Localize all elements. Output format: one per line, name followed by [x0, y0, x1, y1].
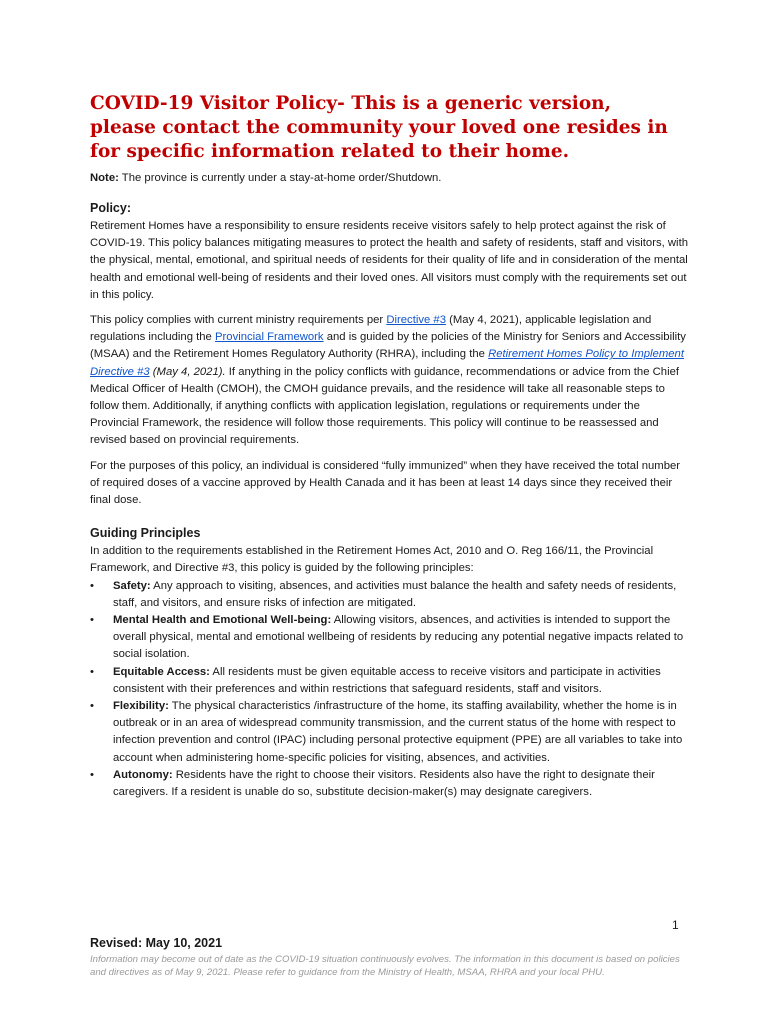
principle-text: Any approach to visiting, absences, and activities must balance the health and safety needs of residents, staff, and visitors, and ensure risks of infection are mitigated.	[113, 579, 677, 609]
policy-paragraph-2-text-1: This policy complies with current ministry requirements per	[90, 314, 387, 327]
revised-date: Revised: May 10, 2021	[90, 936, 223, 950]
bullet-icon: •	[90, 665, 94, 678]
note-text: The province is currently under a stay-at-home order/Shutdown.	[118, 172, 442, 184]
document-body	[90, 92, 690, 801]
policy-heading: Policy:	[90, 201, 131, 215]
list-item	[90, 578, 690, 612]
bullet-icon: •	[90, 614, 94, 627]
policy-paragraph-2-text-2: (May 4, 2021), applicable legislation and regulations including the	[90, 314, 652, 344]
bullet-icon: •	[90, 768, 94, 781]
provincial-framework-link[interactable]: Provincial Framework	[214, 331, 324, 344]
principle-text: Allowing visitors, absences, and activities is intended to support the overall physical, mental and emotional wellbeing of residents by reducing any potential negative impacts related to social isolation.	[113, 614, 684, 661]
note-label: Note:	[90, 172, 119, 184]
guiding-principles-intro: In addition to the requirements established in the Retirement Homes Act, 2010 and O. Reg 166/11, the Provincial Framework, and Directive #3, this policy is guided by the following principles:	[90, 545, 654, 575]
list-item	[90, 664, 690, 698]
policy-paragraph-3: For the purposes of this policy, an individual is considered “fully immunized” when they have received the total number of required doses of a vaccine approved by Health Canada and it has been at least 14 days since they received their final dose.	[90, 459, 681, 507]
principle-label: Safety:	[113, 579, 151, 592]
document-title: COVID-19 Visitor Policy- This is a generic version, please contact the community your loved one resides in for specific information related to their home.	[90, 93, 668, 162]
principle-label: Equitable Access:	[113, 665, 210, 678]
bullet-icon: •	[90, 579, 94, 592]
list-item	[90, 698, 690, 767]
bullet-icon: •	[90, 700, 94, 713]
principle-label: Autonomy:	[113, 768, 173, 781]
directive-3-link[interactable]: Directive #3	[386, 314, 446, 327]
list-item	[90, 767, 690, 801]
page-number: 1	[672, 918, 679, 932]
policy-paragraph-2	[90, 312, 690, 450]
note	[90, 170, 690, 187]
guiding-principles-list	[90, 578, 690, 802]
principle-text: Residents have the right to choose their visitors. Residents also have the right to designate their caregivers. If a resident is unable do so, substitute decision-maker(s) may designate caregivers.	[113, 768, 655, 799]
footer-disclaimer: Information may become out of date as the COVID-19 situation continuously evolves. The information in this document is based on policies and directives as of May 9, 2021. Please refer to guidance from the Ministry of Health, MSAA, RHRA and your local PHU.	[90, 954, 680, 978]
policy-paragraph-2-text-3: and is guided by the policies of the Ministry for Seniors and Accessibility (MSAA) and the Retirement Homes Regulatory Authority (RHRA), including the	[90, 331, 686, 361]
principle-label: Flexibility:	[113, 700, 169, 713]
policy-paragraph-2-text-5: If anything in the policy conflicts with guidance, recommendations or advice from the Chief Medical Officer of Health (CMOH), the CMOH guidance prevails, and the residence will take all reasonable steps to follow them. Additionally, if anything conflicts with application legislation, regulations or requirements under the Provincial Framework, the residence will follow those requirements. This policy will continue to be reassessed and revised based on provincial requirements.	[90, 365, 679, 447]
guiding-principles-heading: Guiding Principles	[90, 526, 201, 541]
principle-label: Mental Health and Emotional Well-being:	[113, 614, 332, 627]
principle-text: The physical characteristics /infrastructure of the home, its staffing availability, whether the home is in outbreak or in an area of widespread community transmission, and the current status of the home with respect to infection prevention and control (IPAC) including personal protective equipment (PPE) are all variables to take into account when administering home-specific policies for visiting, absences, and activities.	[113, 700, 683, 764]
principle-text: All residents must be given equitable access to receive visitors and participate in activities consistent with their preferences and within restrictions that safeguard residents, staff and visitors.	[113, 665, 661, 695]
policy-paragraph-1: Retirement Homes have a responsibility to ensure residents receive visitors safely to help protect against the risk of COVID-19. This policy balances mitigating measures to protect the health and safety of residents, staff and visitors, with the physical, mental, emotional, and spiritual needs of residents for their quality of life and in consideration of the mental health and emotional well-being of residents and their loved ones. All visitors must comply with the requirements set out in this policy.	[90, 220, 688, 301]
list-item	[90, 612, 690, 664]
retirement-homes-policy-link[interactable]: Retirement Homes Policy to Implement Directive #3	[90, 348, 684, 378]
policy-paragraph-2-date: (May 4, 2021).	[149, 365, 226, 378]
